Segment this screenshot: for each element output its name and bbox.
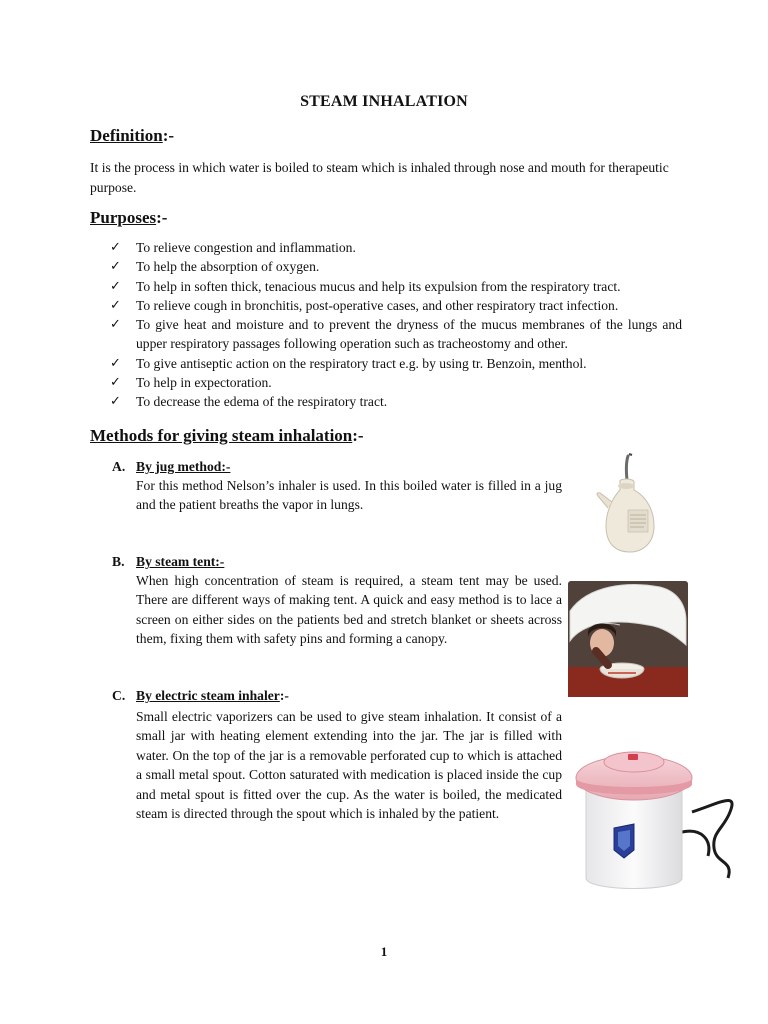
- method-letter: C.: [112, 688, 126, 703]
- purpose-item-text: To give heat and moisture and to prevent the dryness of the mucus membranes of the lungs and upper respiratory passages following operation such as tracheostomy and other.: [136, 317, 682, 352]
- methods-heading-suffix: :-: [352, 426, 364, 445]
- method-b-label: [112, 554, 224, 570]
- purpose-item: [110, 277, 682, 296]
- checkmark-icon: ✓: [110, 355, 121, 371]
- purpose-item: [110, 238, 682, 257]
- method-title-suffix: :-: [279, 688, 289, 703]
- purpose-item-text: To decrease the edema of the respiratory tract.: [136, 394, 388, 410]
- definition-heading-suffix: :-: [162, 126, 175, 145]
- purpose-item: [110, 373, 682, 392]
- purpose-item-text: To relieve cough in bronchitis, post-operative cases, and other respiratory tract infection.: [136, 297, 619, 313]
- checkmark-icon: ✓: [110, 394, 121, 410]
- purpose-item-text: To help in expectoration.: [136, 375, 272, 391]
- definition-text: It is the process in which water is boiled to steam which is inhaled through nose and mouth for therapeutic purpose.: [90, 160, 669, 195]
- purposes-heading: [90, 208, 167, 228]
- methods-heading: [90, 426, 364, 446]
- definition-heading-text: Definition: [90, 126, 163, 145]
- method-a-label: [112, 459, 230, 475]
- page-title: STEAM INHALATION: [300, 93, 468, 110]
- checkmark-icon: ✓: [110, 259, 121, 275]
- method-c-text: Small electric vaporizers can be used to give steam inhalation. It consist of a small jar with heating element extending into the jar. The jar is filled with water. On the top of the jar is a removable perforated cup to which is attached a small metal spout. Cotton saturated with medication is placed inside the cup and metal spout is fitted over the cup. As the water is boiled, the medicated steam is directed through the spout which is inhaled by the patient.: [136, 709, 562, 822]
- steam-tent-photo: [568, 581, 688, 697]
- nelsons-inhaler-image: [596, 452, 666, 556]
- electric-steam-inhaler-image: [562, 732, 752, 900]
- method-letter: B.: [112, 554, 125, 569]
- method-title: By jug method:-: [136, 459, 231, 474]
- purpose-item: [110, 257, 682, 276]
- purpose-item: [110, 354, 682, 373]
- checkmark-icon: ✓: [110, 240, 121, 255]
- methods-heading-text: Methods for giving steam inhalation: [90, 426, 353, 445]
- purpose-item-text: To help in soften thick, tenacious mucus and help its expulsion from the respiratory tract.: [136, 278, 621, 294]
- checkmark-icon: ✓: [110, 278, 121, 294]
- purpose-item: [110, 315, 682, 354]
- purposes-heading-suffix: :-: [156, 208, 168, 227]
- page-number: 1: [380, 944, 388, 959]
- method-b-text: When high concentration of steam is required, a steam tent may be used. There are different ways of making tent. A quick and easy method is to lace a screen on either sides on the patients bed and stretch blanket or sheets across them, fixing them with safety pins and forming a canopy.: [136, 573, 562, 647]
- purposes-heading-text: Purposes: [90, 208, 157, 227]
- method-a-text: For this method Nelson’s inhaler is used. In this boiled water is filled in a jug and the patient breaths the vapor in lungs.: [136, 478, 562, 513]
- purpose-item-text: To help the absorption of oxygen.: [136, 259, 320, 275]
- purpose-item: [110, 392, 682, 411]
- checkmark-icon: ✓: [110, 317, 121, 333]
- checkmark-icon: ✓: [110, 297, 121, 313]
- method-title: By electric steam inhaler: [136, 688, 280, 703]
- purposes-list: [110, 238, 682, 412]
- definition-heading: [90, 126, 174, 146]
- checkmark-icon: ✓: [110, 375, 121, 391]
- method-title: By steam tent:-: [136, 554, 225, 569]
- purpose-item-text: To give antiseptic action on the respiratory tract e.g. by using tr. Benzoin, menthol.: [136, 355, 587, 371]
- purpose-item-text: To relieve congestion and inflammation.: [136, 240, 356, 255]
- method-c-label: [112, 688, 289, 704]
- method-letter: A.: [112, 459, 126, 474]
- purpose-item: [110, 296, 682, 315]
